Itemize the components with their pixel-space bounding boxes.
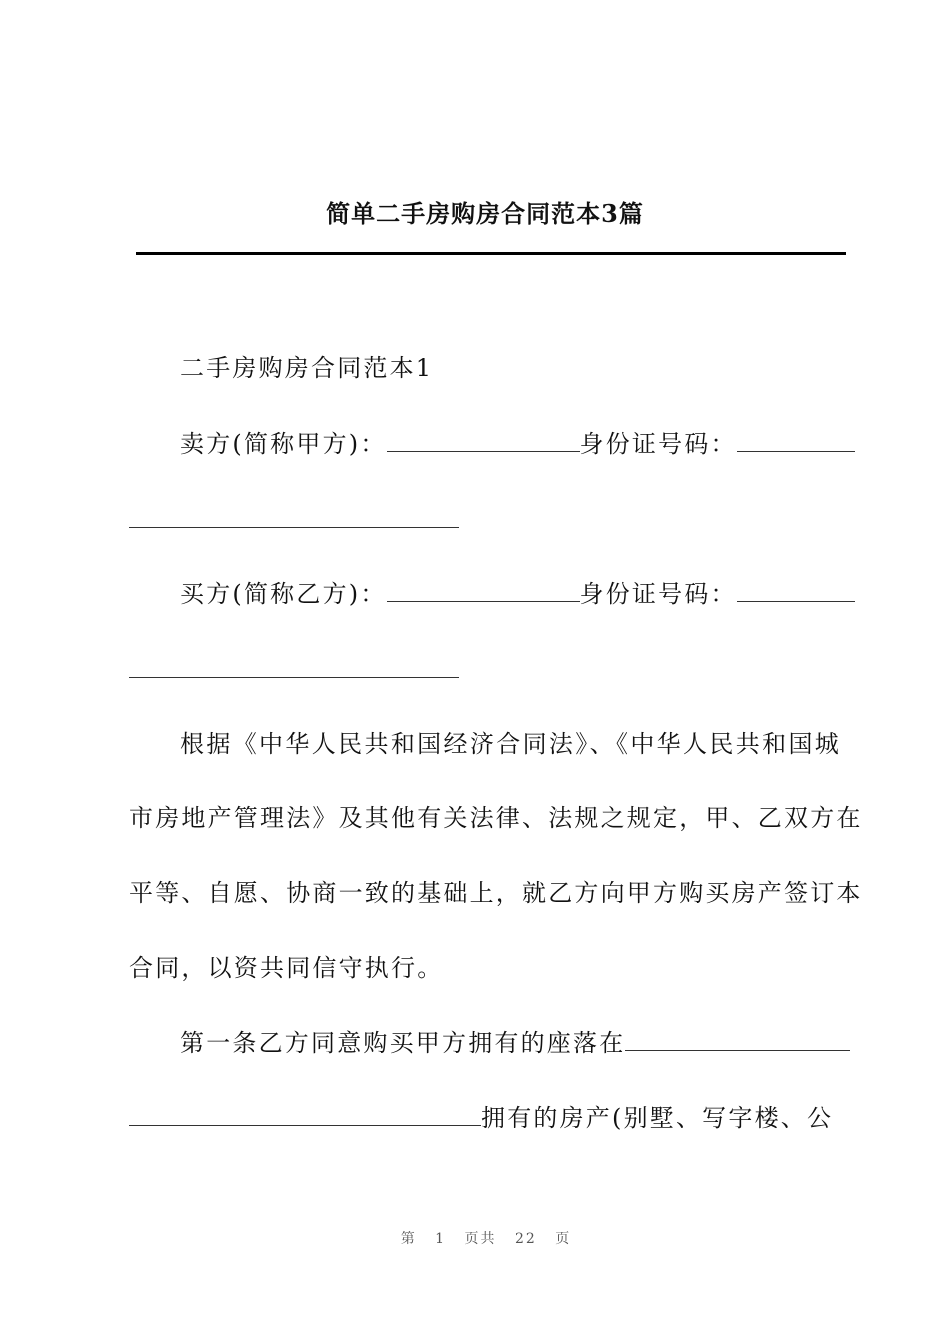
preamble-line-3: 平等、自愿、协商一致的基础上，就乙方向甲方购买房产签订本 <box>129 879 863 907</box>
page-title: 简单二手房购房合同范本3篇 <box>326 199 644 228</box>
seller-label: 卖方(简称甲方)： <box>180 430 387 458</box>
seller-id-label: 身份证号码： <box>579 430 737 458</box>
preamble-line-2: 市房地产管理法》及其他有关法律、法规之规定，甲、乙双方在 <box>129 804 863 832</box>
buyer-line <box>180 575 841 612</box>
buyer-id-blank-continued <box>129 677 459 678</box>
location-blank-continued <box>129 1099 481 1126</box>
buyer-id-label: 身份证号码： <box>579 580 737 608</box>
location-blank <box>625 1024 850 1051</box>
title-rule <box>136 252 846 255</box>
article1-text: 第一条乙方同意购买甲方拥有的座落在 <box>180 1029 626 1057</box>
buyer-name-blank <box>387 575 580 602</box>
seller-line <box>180 425 841 462</box>
preamble-line-4: 合同，以资共同信守执行。 <box>129 954 444 982</box>
buyer-id-blank <box>737 575 855 602</box>
article1-line-2 <box>129 1099 841 1136</box>
seller-id-blank <box>737 425 855 452</box>
seller-id-blank-continued <box>129 527 459 528</box>
article1-line <box>180 1024 841 1061</box>
buyer-label: 买方(简称乙方)： <box>180 580 387 608</box>
article1-continuation: 拥有的房产(别墅、写字楼、公 <box>481 1104 834 1132</box>
seller-name-blank <box>387 425 580 452</box>
preamble-line-1: 根据《中华人民共和国经济合同法》、《中华人民共和国城 <box>180 730 841 758</box>
section-heading: 二手房购房合同范本1 <box>180 354 434 382</box>
page-footer: 第 1 页共 22 页 <box>400 1231 572 1247</box>
